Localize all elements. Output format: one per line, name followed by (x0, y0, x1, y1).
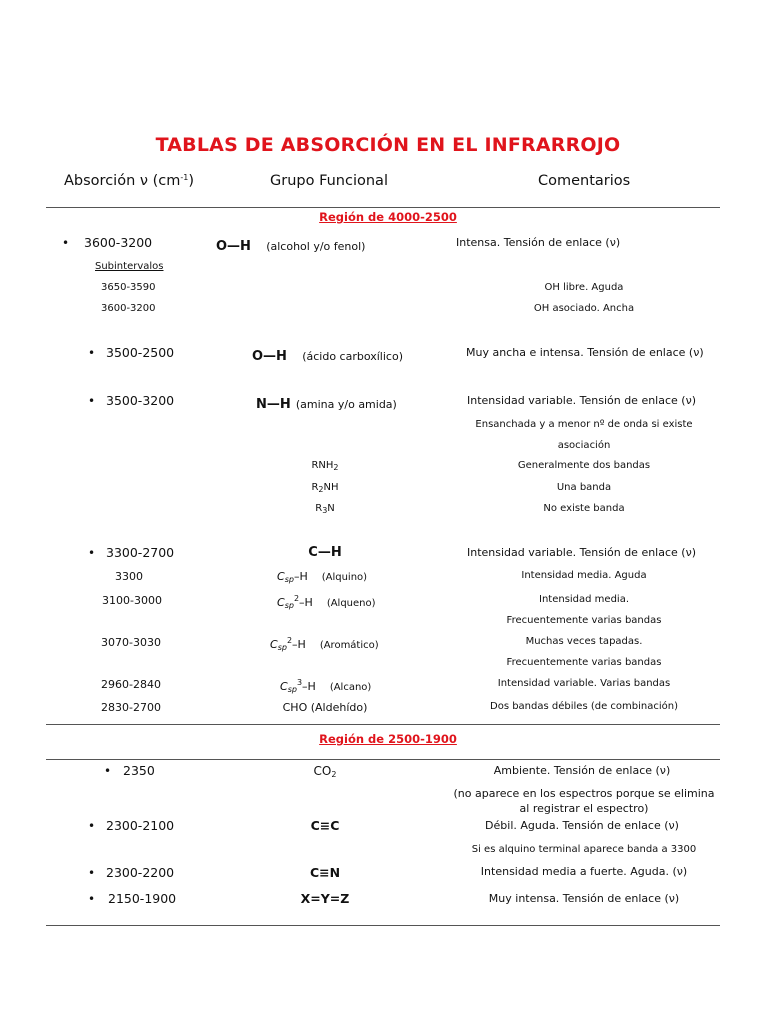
range-alcano: 2960-2840 (101, 678, 161, 691)
comment-cc-2: Si es alquino terminal aparece banda a 3300 (471, 844, 697, 855)
bullet-icon: • (88, 819, 96, 833)
range-co2: 2350 (123, 763, 155, 778)
group-ch: C—H (308, 545, 342, 560)
group-co2 (314, 764, 337, 779)
header-group: Grupo Funcional (270, 173, 388, 189)
group-rnh2 (311, 460, 338, 472)
range-sub2: 3600-3200 (101, 303, 156, 314)
group-alqueno-sup: 2 (293, 594, 300, 603)
table-bottom-divider (46, 925, 720, 926)
comment-nh-3: asociación (557, 440, 611, 451)
range-aldehido: 2830-2700 (101, 701, 161, 714)
group-r2nh-sub: 2 (318, 485, 324, 494)
group-rnh2-sub: 2 (333, 463, 339, 472)
group-alcano-rest: –H (302, 680, 316, 693)
comment-oh-acid: Muy ancha e intensa. Tensión de enlace (ν) (466, 346, 704, 359)
group-alqueno-rest: –H (299, 596, 313, 609)
comment-alquino: Intensidad media. Aguda (521, 570, 647, 581)
group-cn: C≡N (309, 865, 341, 880)
range-cc: 2300-2100 (106, 818, 175, 833)
bullet-icon: • (88, 866, 96, 880)
group-oh-acid-formula: O—H (252, 349, 287, 364)
comment-sub1: OH libre. Aguda (544, 282, 624, 293)
region-divider-top (46, 724, 720, 725)
group-nh-formula: N—H (256, 397, 291, 412)
range-ch: 3300-2700 (106, 545, 175, 560)
bullet-icon: • (88, 346, 96, 360)
comment-alqueno-2: Frecuentemente varias bandas (506, 615, 662, 626)
comment-alqueno: Intensidad media. (538, 594, 630, 605)
region-2500-1900: Región de 2500-1900 (319, 732, 457, 746)
comment-sub2: OH asociado. Ancha (533, 303, 635, 314)
group-xyz: X=Y=Z (300, 891, 350, 906)
group-alcano-c: C (280, 680, 288, 693)
comment-rnh2: Generalmente dos bandas (517, 460, 651, 471)
group-nh-note: (amina y/o amida) (295, 398, 397, 411)
subintervals-label: Subintervalos (95, 261, 164, 272)
group-co2-sub: 2 (331, 770, 337, 779)
group-nh (256, 393, 397, 412)
range-nh: 3500-3200 (106, 393, 175, 408)
group-alqueno-sub: sp (284, 601, 294, 610)
group-alquino (277, 570, 367, 584)
group-alqueno-note: (Alqueno) (326, 598, 376, 609)
group-r2nh-a: R (311, 482, 319, 493)
range-aromatico: 3070-3030 (101, 636, 161, 649)
group-aromatico-sup: 2 (286, 636, 293, 645)
group-alquino-rest: –H (293, 570, 308, 583)
header-absorption-sup: -1 (180, 173, 189, 182)
bullet-icon: • (88, 546, 96, 560)
group-aromatico (270, 636, 379, 652)
comment-aromatico: Muchas veces tapadas. (525, 636, 643, 647)
group-r3n (315, 503, 335, 515)
comment-aromatico-2: Frecuentemente varias bandas (506, 657, 662, 668)
group-oh-alcohol (216, 235, 365, 254)
comment-ch: Intensidad variable. Tensión de enlace (ν) (467, 546, 697, 559)
comment-oh-alcohol: Intensa. Tensión de enlace (ν) (456, 236, 621, 249)
group-alcano-note: (Alcano) (329, 682, 372, 693)
group-r2nh (311, 482, 338, 494)
group-oh-acid (252, 345, 403, 364)
range-xyz: 2150-1900 (108, 891, 177, 906)
page-title: TABLAS DE ABSORCIÓN EN EL INFRARROJO (155, 134, 621, 156)
group-co2-label: CO (313, 764, 332, 778)
bullet-icon: • (104, 764, 112, 778)
group-aromatico-sub: sp (277, 643, 287, 652)
group-alqueno-c: C (277, 596, 285, 609)
comment-nh: Intensidad variable. Tensión de enlace (ν) (467, 394, 697, 407)
group-alquino-c: C (277, 570, 285, 583)
header-absorption (64, 173, 194, 189)
range-cn: 2300-2200 (106, 865, 175, 880)
header-absorption-end: ) (188, 173, 194, 189)
bullet-icon: • (88, 892, 96, 906)
group-alqueno (277, 594, 376, 610)
group-cc: C≡C (310, 818, 340, 833)
range-oh-alcohol: 3600-3200 (84, 235, 153, 250)
group-r3n-sub: 3 (322, 506, 328, 515)
comment-co2-3: al registrar el espectro) (519, 802, 649, 815)
comment-co2-2: (no aparece en los espectros porque se elimina (453, 787, 715, 800)
group-aromatico-note: (Aromático) (319, 640, 379, 651)
header-absorption-label: Absorción ν (cm (64, 173, 181, 189)
range-sub1: 3650-3590 (101, 282, 156, 293)
group-aromatico-c: C (270, 638, 278, 651)
range-oh-acid: 3500-2500 (106, 345, 175, 360)
group-aromatico-rest: –H (292, 638, 306, 651)
comment-alcano: Intensidad variable. Varias bandas (497, 678, 671, 689)
group-rnh2-label: RNH (311, 460, 334, 471)
group-alcano-sub: sp (287, 685, 297, 694)
group-alcano-sup: 3 (296, 678, 303, 687)
comment-r2nh: Una banda (556, 482, 612, 493)
group-oh-alcohol-formula: O—H (216, 239, 251, 254)
group-oh-acid-note: (ácido carboxílico) (302, 350, 403, 363)
comment-aldehido: Dos bandas débiles (de combinación) (490, 701, 678, 712)
comment-nh-2: Ensanchada y a menor nº de onda si existe (475, 419, 693, 430)
bullet-icon: • (62, 236, 70, 250)
group-alquino-note: (Alquino) (321, 572, 368, 583)
group-alcano (280, 678, 371, 694)
comment-xyz: Muy intensa. Tensión de enlace (ν) (488, 892, 680, 905)
group-aldehido: CHO (Aldehído) (282, 701, 368, 714)
group-alquino-sub: sp (284, 575, 294, 584)
comment-r3n: No existe banda (543, 503, 625, 514)
bullet-icon: • (88, 394, 96, 408)
group-r2nh-b: NH (323, 482, 339, 493)
header-comments: Comentarios (538, 173, 631, 189)
comment-cn: Intensidad media a fuerte. Aguda. (ν) (480, 865, 688, 878)
comment-cc: Débil. Aguda. Tensión de enlace (ν) (485, 819, 679, 832)
group-oh-alcohol-note: (alcohol y/o fenol) (266, 240, 366, 253)
group-r3n-b: N (327, 503, 335, 514)
region-divider-bottom (46, 759, 720, 760)
group-r3n-a: R (315, 503, 323, 514)
header-divider (46, 207, 720, 208)
region-4000-2500: Región de 4000-2500 (319, 210, 457, 224)
range-alquino: 3300 (115, 570, 143, 583)
range-alqueno: 3100-3000 (102, 594, 162, 607)
comment-co2: Ambiente. Tensión de enlace (ν) (493, 764, 671, 777)
